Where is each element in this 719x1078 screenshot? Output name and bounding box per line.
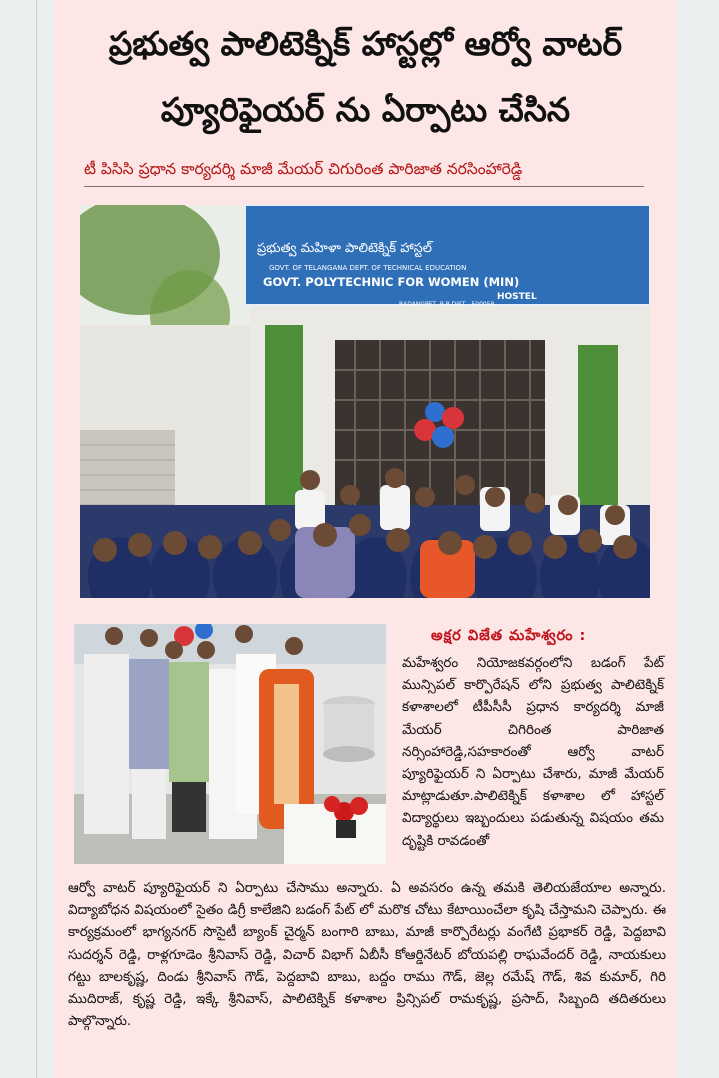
article-body-text: ఆర్వో వాటర్ ప్యూరిఫైయర్ ని ఏర్పాటు చేసాము అన్నారు. ఏ అవసరం ఉన్న తమకి తెలియజేయాల అన్నారు. విద్యాబోధన విషయంలో సైతం డిగ్రీ కాలేజిని బడంగ్ పేట్ లో మరొక చోటు కేటాయించేలా కృషి చేస్తామని చెప్పారు. ఈ కార్యక్రమంలో భాగ్యనగర్ సొసైటీ బ్యాంక్ చైర్మన్ బంగారి బాబు, మాజీ కార్పొరేటర్లు వంగేటి ప్రభాకర్ రెడ్డి, పెద్దబావి సుదర్శన్ రెడ్డి, రాళ్లగూడెం శ్రీనివాస్ రెడ్డి, విచార్ విభాగ్ ఏబీసీ కోఆర్డినేటర్ బోయపల్లి రాఘవేందర్ రెడ్డి, నాయకులు గట్టు బాలకృష్ణ, దిండు శ్రీనివాస్ గౌడ్, పెద్దబావి బాబు, బద్దం రాము గౌడ్, జెల్ల రమేష్ గౌడ్, శివ కుమార్, గిరి ముదిరాజ్, కృష్ణ రెడ్డి, ఇక్కే శ్రీనివాస్, పాలిటెక్నిక్ కళాశాల ప్రిన్సిపల్ రామకృష్ణ, ప్రసాద్, సిబ్బంది తదితరులు పాల్గొన్నారు. xyxy=(68,880,666,1030)
headline-line-2: ప్యూరిఫైయర్ ను ఏర్పాటు చేసిన xyxy=(160,90,571,129)
byline: అక్షర విజేత మహేశ్వరం : xyxy=(431,628,587,644)
article-column-text: మహేశ్వరం నియోజకవర్గంలోని బడంగ్ పేట్ మున్సిపల్ కార్పొరేషన్ లోని ప్రభుత్వ పాలిటెక్నిక్ కళాశాలలో టీపీసీసీ ప్రధాన కార్యదర్శి మాజీ మేయర్ చిగిరింత పారిజాత నర్సింహారెడ్డి,సహకారంతో ఆర్వో వాటర్ ప్యూరిఫైయర్ ని ఏర్పాటు చేశారు, మాజీ మేయర్ మాట్లాడుతూ.పాలిటెక్నిక్ కళాశాల లో హాస్టల్ విద్యార్థులు ఇబ్బందులు పడుతున్న విషయం తమ దృష్టికి రావడంతో xyxy=(402,655,664,849)
subheadline: టీ పిసిసి ప్రధాన కార్యదర్శి మాజీ మేయర్ చిగురింత పారిజాత నరసింహారెడ్డి xyxy=(84,160,523,178)
subheadline-rule xyxy=(84,186,644,187)
inauguration-photo xyxy=(74,624,386,864)
sign-line-4: BADANGPET, R.R.DIST - 500058 xyxy=(399,301,495,308)
sign-line-1: GOVT. OF TELANGANA DEPT. OF TECHNICAL EDUCATION xyxy=(269,264,467,272)
hostel-sign xyxy=(249,236,629,310)
inauguration-photo-illustration xyxy=(74,624,386,864)
headline-line-1: ప్రభుత్వ పాలిటెక్నిక్ హాస్టల్లో ఆర్వో వాటర్ xyxy=(108,24,623,63)
sign-telugu-text: ప్రభుత్వ మహిళా పాలిటెక్నిక్ హాస్టల్ xyxy=(257,241,433,256)
page-edge-line xyxy=(36,0,37,1078)
sign-line-3: HOSTEL xyxy=(497,292,537,302)
sign-line-2: GOVT. POLYTECHNIC FOR WOMEN (MIN) xyxy=(263,275,520,289)
news-clipping xyxy=(54,0,677,1078)
